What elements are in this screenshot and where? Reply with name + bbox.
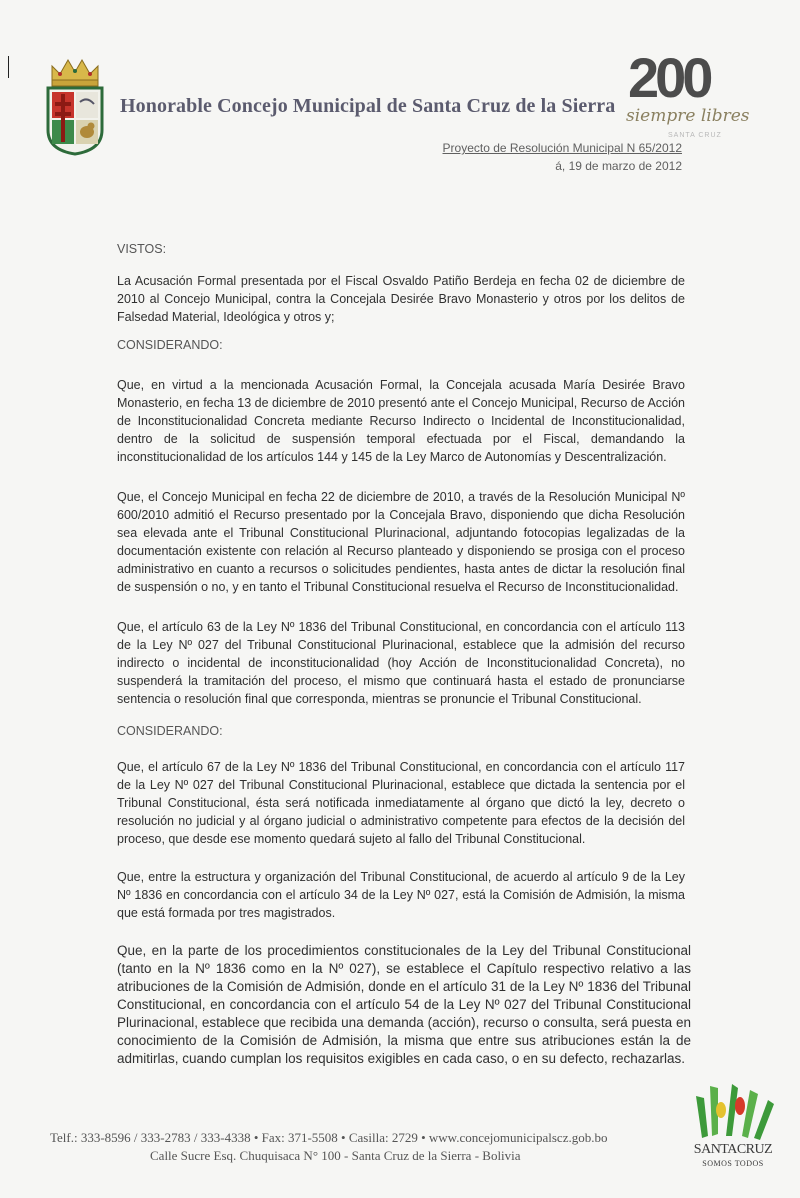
body-paragraph: Que, el artículo 67 de la Ley Nº 1836 del Tribunal Constitucional, en concordancia con el artículo 117 de la Ley Nº 027 del Tribunal Constitucional Plurinacional, establece que dictada la sentencia por el Tribunal Constitucional, ésta será notificada inmediatamente al órgano que dictó la ley, decreto o resolución no judicial y al órgano judicial o administrativo competente para efectos de la decisión del proceso, que desde ese momento quedará sujeto al fallo del Tribunal Constitucional. (117, 760, 685, 846)
coat-of-arms-icon (44, 52, 106, 156)
vistos-paragraph: La Acusación Formal presentada por el Fiscal Osvaldo Patiño Berdeja en fecha 02 de diciembre de 2010 al Concejo Municipal, contra la Concejala Desirée Bravo Monasterio y otros por los delitos de Falsedad Material, Ideológica y otros y; (117, 274, 685, 324)
body-paragraph: Que, el Concejo Municipal en fecha 22 de diciembre de 2010, a través de la Resolución Municipal Nº 600/2010 admitió el Recurso presentado por la Concejala Bravo, disponiendo que dicha Resolución sea elevada ante el Tribunal Constitucional Plurinacional, adjuntando fotocopias legalizadas de la documentación existente con relación al Recurso planteado y disponiendo se prosiga con el proceso administrativo en cuanto a recursos o solicitudes pendientes, hasta antes de dictar la resolución final de suspensión o no, y en tanto el Tribunal Constitucional resuelva el Recurso de Inconstitucionalidad. (117, 490, 685, 594)
bicentennial-logo (610, 48, 770, 148)
bicentennial-slogan: siempre libres (626, 106, 750, 126)
body-paragraph: Que, entre la estructura y organización del Tribunal Constitucional, de acuerdo al artículo 9 de la Ley Nº 1836 en concordancia con el artículo 34 de la Ley Nº 027, está la Comisión de Admisión, la misma que está formada por tres magistrados. (117, 870, 685, 920)
body-paragraph: Que, el artículo 63 de la Ley Nº 1836 del Tribunal Constitucional, en concordancia con el artículo 113 de la Ley Nº 027 del Tribunal Constitucional Plurinacional, establece que la admisión del recurso indirecto o incidental de inconstitucionalidad (hoy Acción de Inconstitucionalidad Concreta), no suspenderá la tramitación del proceso, el mismo que continuará hasta el estado de pronunciarse sentencia o resolución final que corresponda, mientras se pronuncie el Tribunal Constitucional. (117, 620, 685, 706)
scan-mark (8, 56, 9, 78)
document-body (117, 242, 691, 1084)
vistos-heading: VISTOS: (117, 242, 167, 256)
body-paragraph: Que, en virtud a la mencionada Acusación Formal, la Concejala acusada María Desirée Bravo Monasterio, en fecha 13 de diciembre de 2010 presentó ante el Concejo Municipal, Recurso de Acción de Inconstitucionalidad Concreta mediante Recurso Indirecto o Incidental de Inconstitucionalidad, dentro de la solicitud de suspensión temporal efectuada por el Fiscal, demandando la inconstitucionalidad de los artículos 144 y 145 de la Ley Marco de Autonomías y Descentralización. (117, 378, 685, 464)
bicentennial-number: 200 (628, 46, 710, 109)
santa-cruz-logo-tagline: SOMOS TODOS (702, 1159, 764, 1168)
considerando-heading: CONSIDERANDO: (117, 724, 223, 738)
org-title: Honorable Concejo Municipal de Santa Cruz de la Sierra (120, 95, 616, 117)
considerando-heading: CONSIDERANDO: (117, 338, 223, 352)
footer-address-line: Calle Sucre Esq. Chuquisaca N° 100 - Santa Cruz de la Sierra - Bolivia (150, 1148, 521, 1163)
footer-contact-line: Telf.: 333-8596 / 333-2783 / 333-4338 • Fax: 371-5508 • Casilla: 2729 • www.concejomunicipalscz.gob.bo (50, 1130, 608, 1145)
document-date: á, 19 de marzo de 2012 (555, 159, 682, 173)
resolution-reference: Proyecto de Resolución Municipal N 65/2012 (442, 141, 682, 155)
bicentennial-city: SANTA CRUZ (668, 132, 722, 139)
body-paragraph: Que, en la parte de los procedimientos constitucionales de la Ley del Tribunal Constitucional (tanto en la Nº 1836 como en la Nº 027), se establece el Capítulo respectivo relativo a las atribuciones de la Comisión de Admisión, donde en el artículo 31 de la Ley Nº 1836 del Tribunal Constitucional, en concordancia con el artículo 54 de la Ley Nº 027 del Tribunal Constitucional Plurinacional, establece que recibida una demanda (acción), recurso o consulta, será puesta en conocimiento de la Comisión de Admisión, la misma que entre sus atribuciones están la de admitirlas, cuando cumplan los requisitos exigibles en cada caso, o en su defecto, rechazarlas. (117, 943, 691, 1066)
santa-cruz-logo-name: SANTACRUZ (693, 1142, 773, 1157)
